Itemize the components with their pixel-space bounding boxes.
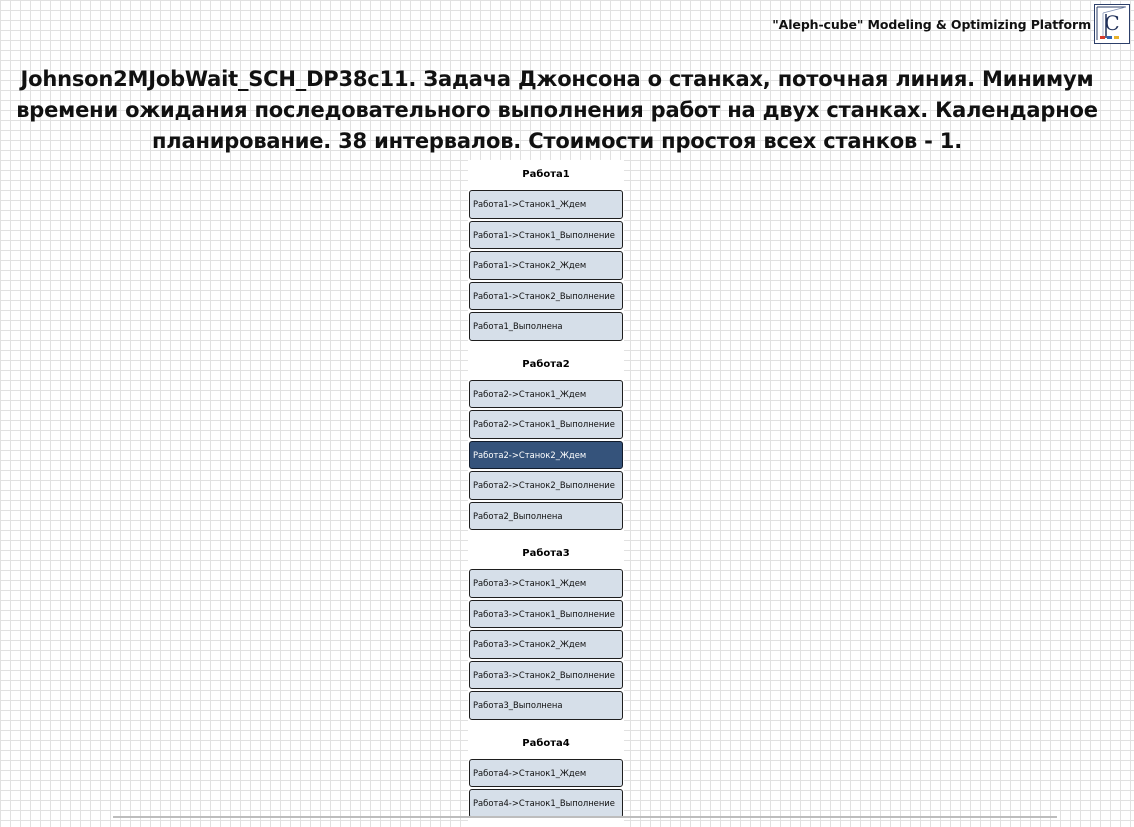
job-item[interactable]: Работа4->Станок1_Выполнение	[469, 789, 623, 818]
job-group-header: Работа4	[522, 737, 570, 749]
platform-label: "Aleph-cube" Modeling & Optimizing Platform	[772, 17, 1091, 32]
job-item[interactable]: Работа2->Станок1_Ждем	[469, 380, 623, 409]
job-item[interactable]: Работа1->Станок1_Выполнение	[469, 221, 623, 250]
page-title: Johnson2MJobWait_SCH_DP38c11. Задача Джонсона о станках, поточная линия. Минимум времени ожидания последовательного выполнения работ на двух станках. Календарное планирование. 38 интервалов. Стоимости простоя всех станков - 1.	[16, 67, 1098, 153]
job-group-4	[468, 729, 624, 827]
job-group-2	[468, 350, 624, 540]
job-group-header: Работа1	[522, 169, 570, 180]
job-item[interactable]: Работа2->Станок1_Выполнение	[469, 410, 623, 439]
job-group-header: Работа3	[522, 548, 570, 559]
job-item[interactable]: Работа1_Выполнена	[469, 312, 623, 341]
job-item-selected[interactable]: Работа2->Станок2_Ждем	[469, 441, 623, 470]
job-groups	[468, 160, 624, 827]
job-item[interactable]: Работа1->Станок2_Ждем	[469, 251, 623, 280]
job-item[interactable]: Работа3->Станок2_Ждем	[469, 630, 623, 659]
job-item[interactable]: Работа1->Станок1_Ждем	[469, 190, 623, 219]
job-item[interactable]: Работа4->Станок1_Ждем	[469, 759, 623, 788]
job-item[interactable]: Работа3->Станок1_Выполнение	[469, 600, 623, 629]
job-item[interactable]: Работа3->Станок1_Ждем	[469, 569, 623, 598]
job-group-header: Работа2	[522, 358, 570, 370]
job-item[interactable]: Работа2->Станок2_Выполнение	[469, 471, 623, 500]
job-item[interactable]: Работа1->Станок2_Выполнение	[469, 282, 623, 311]
job-group-1	[468, 160, 624, 350]
job-item[interactable]: Работа3_Выполнена	[469, 691, 623, 720]
job-item[interactable]: Работа3->Станок2_Выполнение	[469, 661, 623, 690]
aleph-cube-logo-icon	[1094, 4, 1130, 44]
job-item[interactable]: Работа2_Выполнена	[469, 502, 623, 531]
svg-text:C: C	[1104, 11, 1120, 35]
job-group-3	[468, 539, 624, 729]
